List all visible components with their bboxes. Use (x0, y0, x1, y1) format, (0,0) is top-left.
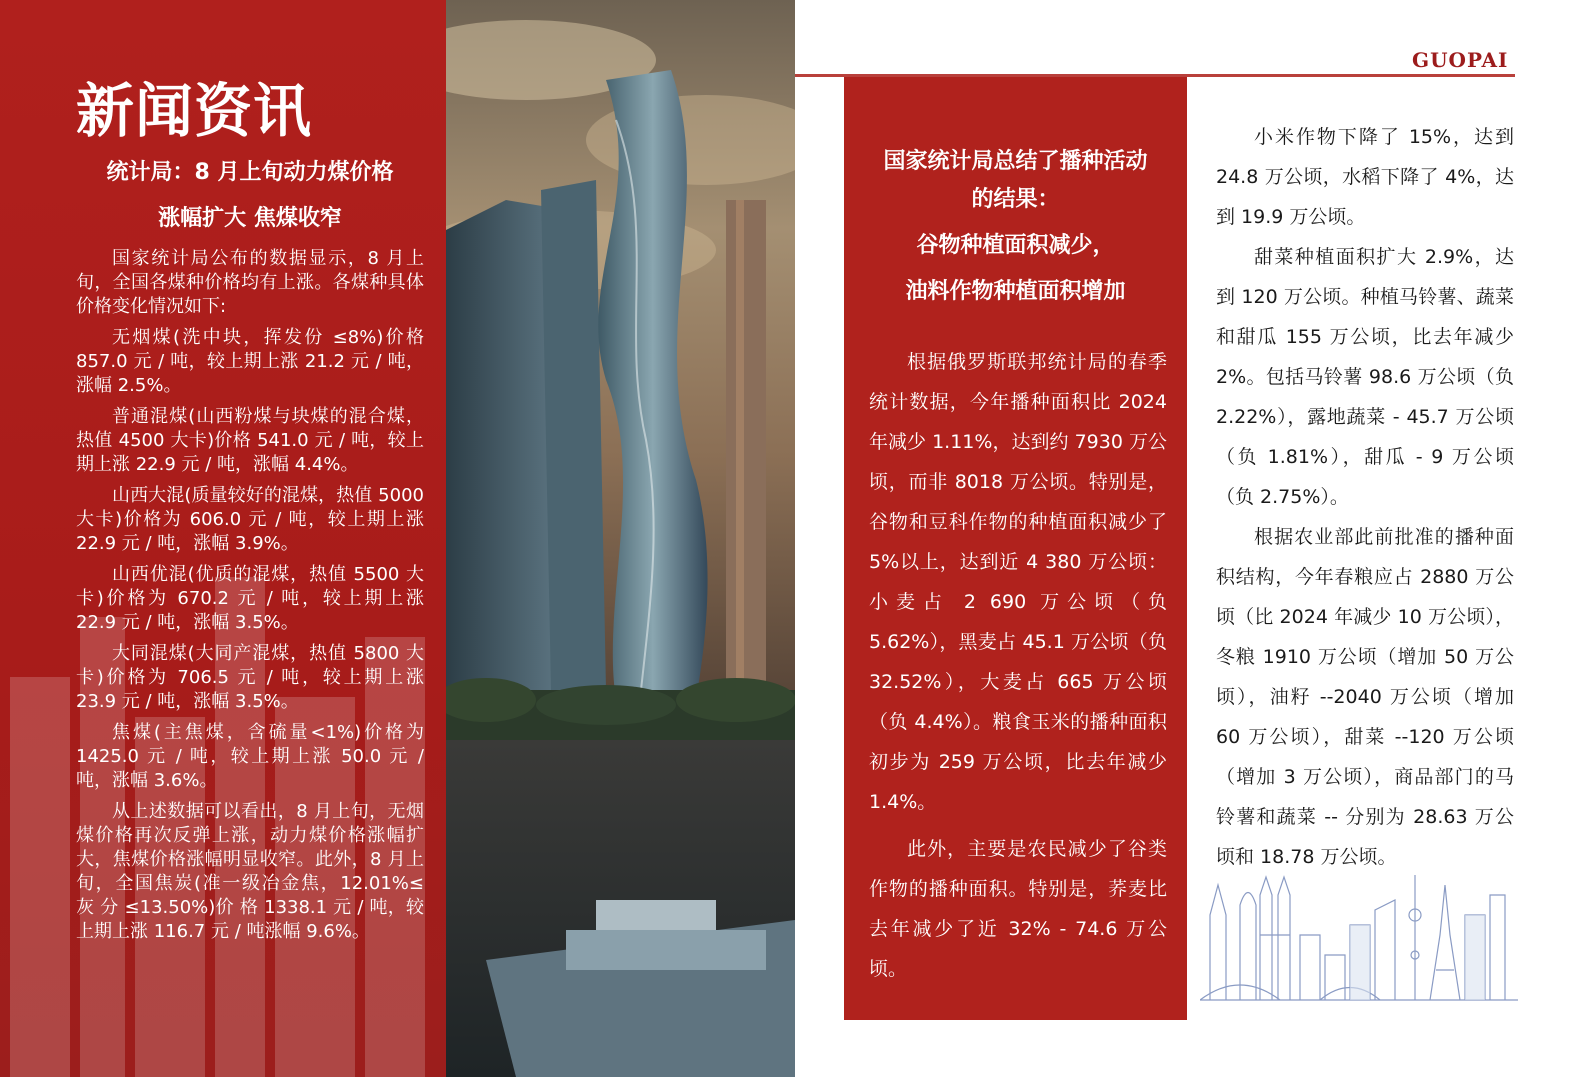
heading-line: 谷物种植面积减少， (916, 233, 1115, 258)
right-article-column (1216, 117, 1514, 877)
right-paragraph: 小米作物下降了 15%，达到 24.8 万公顷，水稻下降了 4%，达到 19.9 万公顷。 (1216, 126, 1514, 228)
left-paragraph: 国家统计局公布的数据显示，8 月上旬，全国各煤种价格均有上涨。各煤种具体价格变化情况如下: (76, 248, 424, 317)
heading-line: 的结果： (971, 187, 1060, 212)
skyscraper-illustration (446, 0, 795, 1077)
left-paragraph: 从上述数据可以看出，8 月上旬，无烟煤价格再次反弹上涨，动力煤价格涨幅扩大，焦煤价格涨幅明显收窄。此外，8 月上旬，全国焦炭(准一级冶金焦，12.01%≤ 灰 分 ≤13.50%)价 格 1338.1 元 / 吨，较上期上涨 116.7 元 / 吨涨幅 9.6%。 (76, 801, 424, 942)
page-title: 新闻资讯 (76, 77, 313, 145)
middle-article-body (869, 342, 1167, 996)
right-paragraph: 根据农业部此前批准的播种面积结构，今年春粮应占 2880 万公顷（比 2024 年减少 10 万公顷），冬粮 1910 万公顷（增加 50 万公顷），油籽 --2040 万公顷（增加 60 万公顷），甜菜 --120 万公顷（增加 3 万公顷），商品部门的马铃薯和蔬菜 -- 分别为 28.63 万公顷和 18.78 万公顷。 (1216, 526, 1514, 868)
left-paragraph: 山西大混(质量较好的混煤，热值 5000 大卡)价格为 606.0 元 / 吨，较上期上涨 22.9 元 / 吨，涨幅 3.9%。 (76, 485, 424, 554)
middle-paragraph: 根据俄罗斯联邦统计局的春季统计数据，今年播种面积比 2024 年减少 1.11%，达到约 7930 万公顷，而非 8018 万公顷。特别是，谷物和豆科作物的种植面积减少了 5%以上，达到近 4 380 万公顷：小麦占 2 690 万公顷（负 5.62%），黑麦占 45.1 万公顷（负 32.52%），大麦占 665 万公顷（负 4.4%）。粮食玉米的播种面积初步为 259 万公顷，比去年减少 1.4%。 (869, 351, 1167, 813)
city-skyline-photo (446, 0, 795, 1077)
heading-line: 油料作物种植面积增加 (905, 279, 1126, 304)
middle-paragraph: 此外，主要是农民减少了谷类作物的播种面积。特别是，荞麦比去年减少了近 32% - 74.6 万公顷。 (869, 838, 1167, 980)
left-paragraph: 焦煤(主焦煤，含硫量<1%)价格为 1425.0 元 / 吨，较上期上涨 50.0 元 / 吨，涨幅 3.6%。 (76, 722, 424, 791)
heading-line: 国家统计局总结了播种活动 (883, 149, 1148, 174)
right-paragraph: 甜菜种植面积扩大 2.9%，达到 120 万公顷。种植马铃薯、蔬菜和甜瓜 155 万公顷，比去年减少 2%。包括马铃薯 98.6 万公顷（负 2.22%），露地蔬菜 - 45.7 万公顷（负 1.81%），甜瓜 - 9 万公顷（负 2.75%）。 (1216, 246, 1514, 508)
brand-logo-text: GUOPAI (1412, 48, 1509, 72)
left-paragraph: 大同混煤(大同产混煤，热值 5800 大卡)价格为 706.5 元 / 吨，较上期上涨 23.9 元 / 吨，涨幅 3.5%。 (76, 643, 424, 712)
left-paragraph: 无烟煤(洗中块，挥发份 ≤8%)价格 857.0 元 / 吨，较上期上涨 21.2 元 / 吨，涨幅 2.5%。 (76, 327, 424, 396)
world-landmarks-illustration (1200, 875, 1518, 1005)
article-subtitle-line2: 涨幅扩大 焦煤收窄 (158, 206, 342, 231)
middle-article-panel (844, 77, 1187, 1020)
left-paragraph: 普通混煤(山西粉煤与块煤的混合煤，热值 4500 大卡)价格 541.0 元 / 吨，较上期上涨 22.9 元 / 吨，涨幅 4.4%。 (76, 406, 424, 475)
left-paragraph: 山西优混(优质的混煤，热值 5500 大卡)价格为 670.2 元 / 吨，较上期上涨 22.9 元 / 吨，涨幅 3.5%。 (76, 564, 424, 633)
left-article-body (76, 247, 424, 951)
middle-article-heading (844, 143, 1187, 311)
article-subtitle-line1: 统计局：8 月上旬动力煤价格 (106, 160, 394, 185)
left-news-panel (0, 0, 446, 1077)
